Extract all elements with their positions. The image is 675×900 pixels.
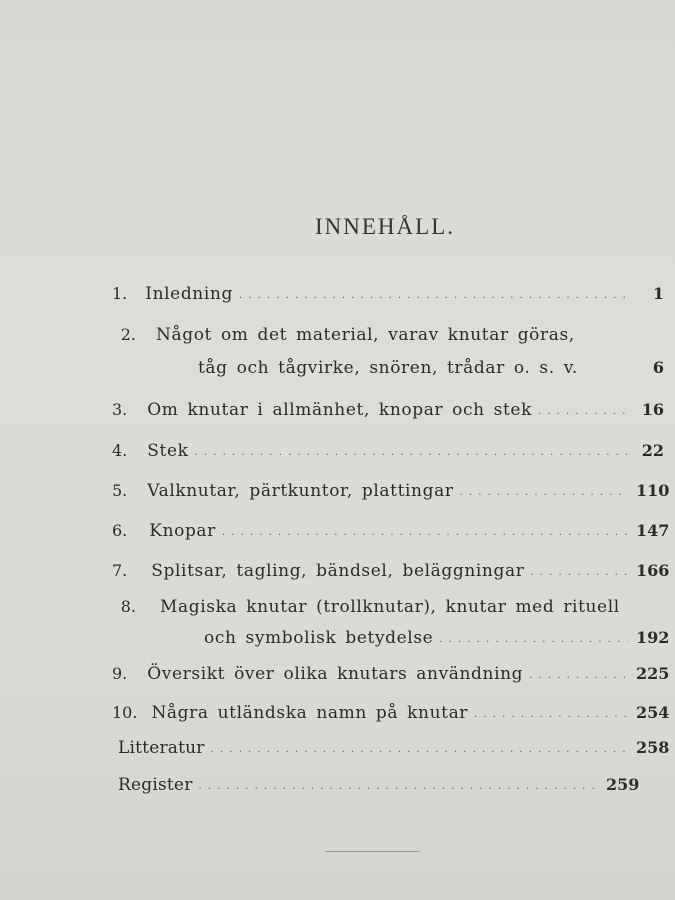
toc-entry-page: 16 [641,400,664,419]
toc-entry-title: Register [118,775,193,795]
toc-entry-4 [112,441,664,464]
toc-entry-title: Splitsar, tagling, bändsel, beläggningar [151,561,525,581]
toc-leader-dots [439,630,628,650]
page-title: INNEHÅLL. [315,214,455,239]
toc-entry-1 [112,284,664,307]
toc-leader-dots [460,483,628,503]
toc-entry-number: 4. [112,441,128,460]
toc-entry-3 [112,400,664,423]
toc-leader-dots [195,443,628,463]
closing-rule [325,851,420,852]
toc-entry-title: Några utländska namn på knutar [151,703,469,723]
toc-entry-title: Översikt över olika knutars användning [147,664,524,684]
toc-entry-page: 22 [641,441,664,460]
toc-entry-number: 8. [120,597,136,616]
toc-leader-dots [199,777,598,797]
toc-entry-page: 254 [636,703,670,722]
toc-leader-dots [239,286,628,306]
toc-leader-dots [211,740,628,760]
toc-entry-page: 110 [636,481,670,500]
toc-entry-page: 147 [636,521,670,540]
toc-entry-number: 7. [112,561,128,580]
toc-entry-page: 225 [636,664,670,683]
toc-leader-dots [530,563,628,583]
toc-entry-10 [112,703,670,726]
toc-entry-title: Om knutar i allmänhet, knopar och stek [147,400,532,420]
toc-leader-dots [474,705,628,725]
toc-entry-number: 3. [112,400,128,419]
toc-entry-title: Inledning [145,284,233,304]
toc-entry-9 [112,664,670,687]
toc-entry-title-continued: tåg och tågvirke, snören, trådar o. s. v. [198,358,578,378]
toc-entry-2-continued [198,358,664,381]
toc-leader-dots [222,523,628,543]
toc-entry-title: Magiska knutar (trollknutar), knutar med rituell [160,597,620,617]
toc-entry-number: 2. [120,325,136,344]
toc-entry-title: Stek [147,441,189,461]
toc-entry-number: 9. [112,664,128,683]
toc-entry-page: 166 [636,561,670,580]
toc-entry-7 [112,561,670,584]
toc-entry-page: 192 [636,628,670,647]
toc-entry-title: Valknutar, pärtkuntor, plattingar [147,481,454,501]
toc-entry-register [118,775,640,798]
toc-entry-literature [118,738,670,761]
toc-entry-5 [112,481,670,504]
toc-leader-dots [538,402,628,422]
toc-entry-number: 6. [112,521,128,540]
toc-entry-8 [112,597,664,617]
toc-entry-page: 6 [652,358,664,377]
toc-entry-number: 5. [112,481,128,500]
toc-entry-title: Knopar [149,521,216,541]
toc-entry-title-continued: och symbolisk betydelse [204,628,434,648]
toc-entry-page: 1 [652,284,664,303]
toc-entry-number: 10. [112,703,138,722]
toc-entry-page: 258 [636,738,670,757]
toc-entry-title: Något om det material, varav knutar göras, [156,325,575,345]
toc-entry-2 [112,325,664,345]
toc-entry-8-continued [204,628,670,651]
toc-entry-title: Litteratur [118,738,205,758]
toc-entry-6 [112,521,670,544]
toc-entry-page: 259 [606,775,640,794]
toc-leader-dots [529,666,628,686]
toc-entry-number: 1. [112,284,128,303]
